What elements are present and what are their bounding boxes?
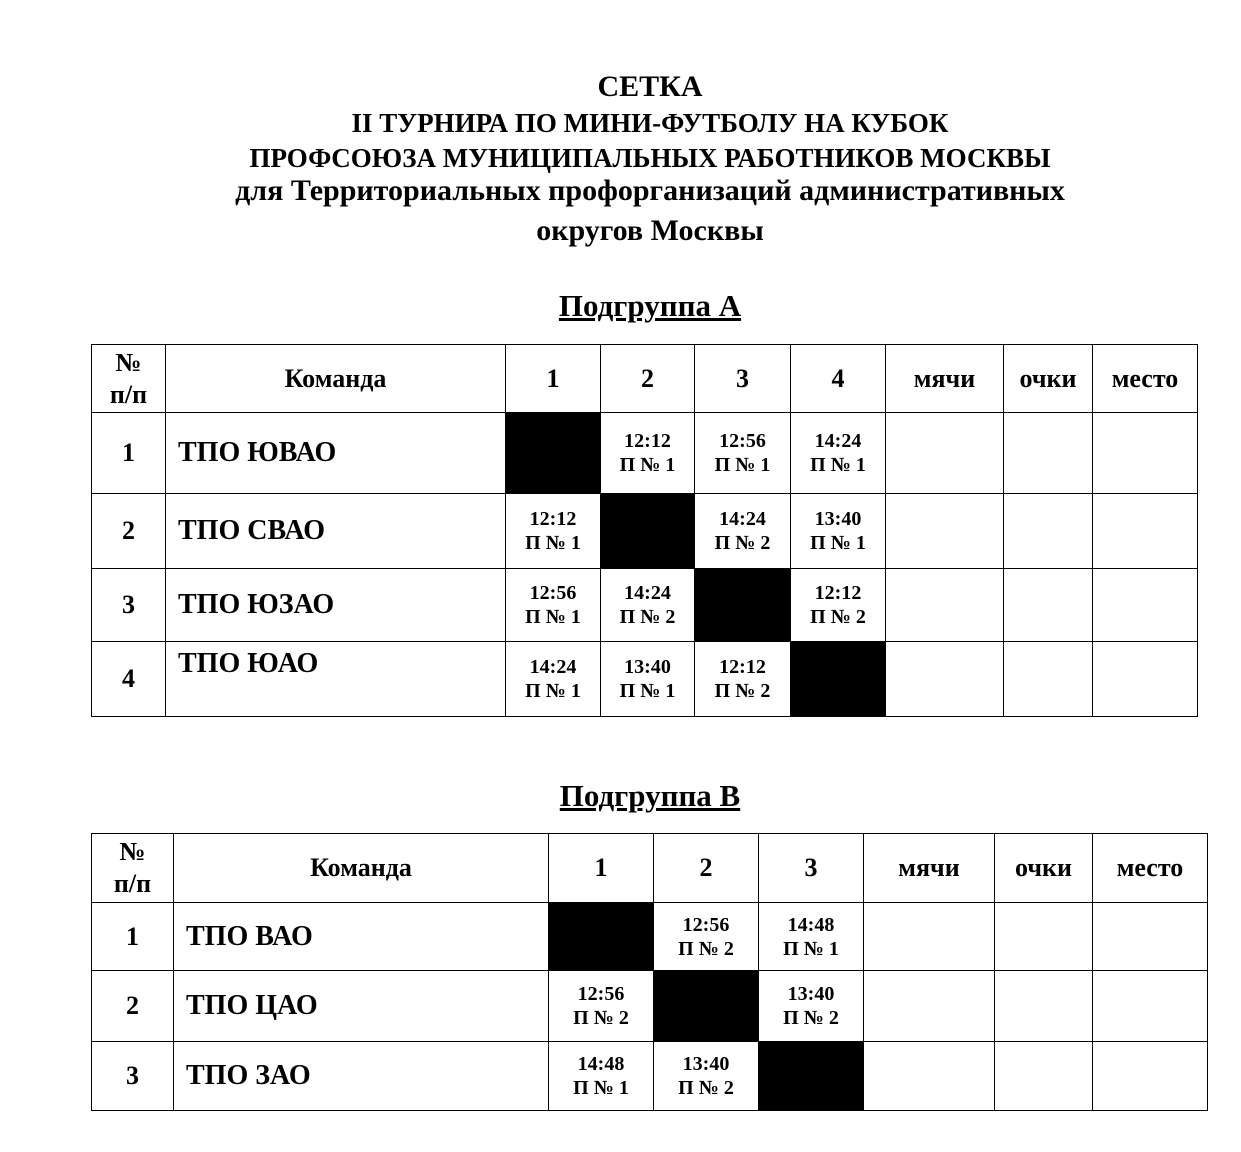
header-number: № п/п	[92, 345, 166, 413]
row-number: 3	[92, 569, 166, 642]
team-name: ТПО ЮАО	[166, 642, 506, 717]
row-number: 3	[92, 1042, 174, 1111]
blocked-cell	[759, 1042, 864, 1111]
points-cell	[995, 1042, 1093, 1111]
blocked-cell	[654, 971, 759, 1042]
team-name: ТПО ЮЗАО	[166, 569, 506, 642]
place-cell	[1093, 569, 1198, 642]
header-opponent-2: 2	[654, 834, 759, 903]
document-subtitle-line-4: округов Москвы	[536, 214, 764, 247]
match-cell: 14:24 П № 1	[506, 642, 601, 717]
header-place: место	[1093, 345, 1198, 413]
points-cell	[995, 971, 1093, 1042]
team-name: ТПО ЦАО	[174, 971, 549, 1042]
group-a-header-row	[92, 345, 1198, 413]
row-number: 1	[92, 413, 166, 494]
place-cell	[1093, 413, 1198, 494]
header-opponent-2: 2	[601, 345, 695, 413]
goals-cell	[864, 971, 995, 1042]
blocked-cell	[601, 494, 695, 569]
row-number: 4	[92, 642, 166, 717]
place-cell	[1093, 971, 1208, 1042]
blocked-cell	[506, 413, 601, 494]
points-cell	[995, 903, 1093, 971]
row-number: 2	[92, 971, 174, 1042]
blocked-cell	[549, 903, 654, 971]
header-opponent-3: 3	[695, 345, 791, 413]
match-cell: 14:24 П № 1	[791, 413, 886, 494]
place-cell	[1093, 642, 1198, 717]
blocked-cell	[791, 642, 886, 717]
table-row	[92, 642, 1198, 717]
table-row	[92, 971, 1208, 1042]
row-number: 1	[92, 903, 174, 971]
table-row	[92, 903, 1208, 971]
document-subtitle-line-2: ПРОФСОЮЗА МУНИЦИПАЛЬНЫХ РАБОТНИКОВ МОСКВЫ	[249, 143, 1051, 173]
team-name: ТПО ЮВАО	[166, 413, 506, 494]
match-cell: 13:40 П № 1	[791, 494, 886, 569]
match-cell: 14:24 П № 2	[601, 569, 695, 642]
goals-cell	[886, 569, 1004, 642]
team-name: ТПО ВАО	[174, 903, 549, 971]
document-subtitle-line-1: II ТУРНИРА ПО МИНИ-ФУТБОЛУ НА КУБОК	[351, 108, 949, 138]
header-goals: мячи	[864, 834, 995, 903]
points-cell	[1004, 642, 1093, 717]
place-cell	[1093, 903, 1208, 971]
points-cell	[1004, 494, 1093, 569]
header-number: № п/п	[92, 834, 174, 903]
goals-cell	[886, 642, 1004, 717]
team-name: ТПО ЗАО	[174, 1042, 549, 1111]
match-cell: 12:56 П № 1	[506, 569, 601, 642]
document-title: СЕТКА	[597, 70, 703, 103]
goals-cell	[886, 494, 1004, 569]
match-cell: 12:12 П № 2	[791, 569, 886, 642]
match-cell: 12:56 П № 1	[695, 413, 791, 494]
match-cell: 12:12 П № 1	[506, 494, 601, 569]
match-cell: 13:40 П № 2	[654, 1042, 759, 1111]
header-points: очки	[1004, 345, 1093, 413]
match-cell: 12:56 П № 2	[549, 971, 654, 1042]
group-b-header-row	[92, 834, 1208, 903]
table-row	[92, 1042, 1208, 1111]
blocked-cell	[695, 569, 791, 642]
header-team: Команда	[174, 834, 549, 903]
table-row	[92, 494, 1198, 569]
points-cell	[1004, 569, 1093, 642]
header-opponent-4: 4	[791, 345, 886, 413]
match-cell: 12:56 П № 2	[654, 903, 759, 971]
header-opponent-1: 1	[549, 834, 654, 903]
goals-cell	[864, 1042, 995, 1111]
place-cell	[1093, 494, 1198, 569]
match-cell: 13:40 П № 2	[759, 971, 864, 1042]
header-opponent-3: 3	[759, 834, 864, 903]
match-cell: 14:48 П № 1	[759, 903, 864, 971]
table-row	[92, 569, 1198, 642]
row-number: 2	[92, 494, 166, 569]
match-cell: 14:24 П № 2	[695, 494, 791, 569]
group-a-heading: Подгруппа А	[558, 288, 742, 323]
header-points: очки	[995, 834, 1093, 903]
match-cell: 13:40 П № 1	[601, 642, 695, 717]
header-team: Команда	[166, 345, 506, 413]
group-b-table	[91, 833, 1208, 1111]
team-name: ТПО СВАО	[166, 494, 506, 569]
header-opponent-1: 1	[506, 345, 601, 413]
table-row	[92, 413, 1198, 494]
document-subtitle-line-3: для Территориальных профорганизаций административных	[235, 174, 1065, 207]
header-place: место	[1093, 834, 1208, 903]
goals-cell	[864, 903, 995, 971]
match-cell: 12:12 П № 1	[601, 413, 695, 494]
header-goals: мячи	[886, 345, 1004, 413]
goals-cell	[886, 413, 1004, 494]
place-cell	[1093, 1042, 1208, 1111]
group-a-table	[91, 344, 1198, 717]
match-cell: 12:12 П № 2	[695, 642, 791, 717]
points-cell	[1004, 413, 1093, 494]
group-b-heading: Подгруппа В	[559, 778, 741, 813]
match-cell: 14:48 П № 1	[549, 1042, 654, 1111]
